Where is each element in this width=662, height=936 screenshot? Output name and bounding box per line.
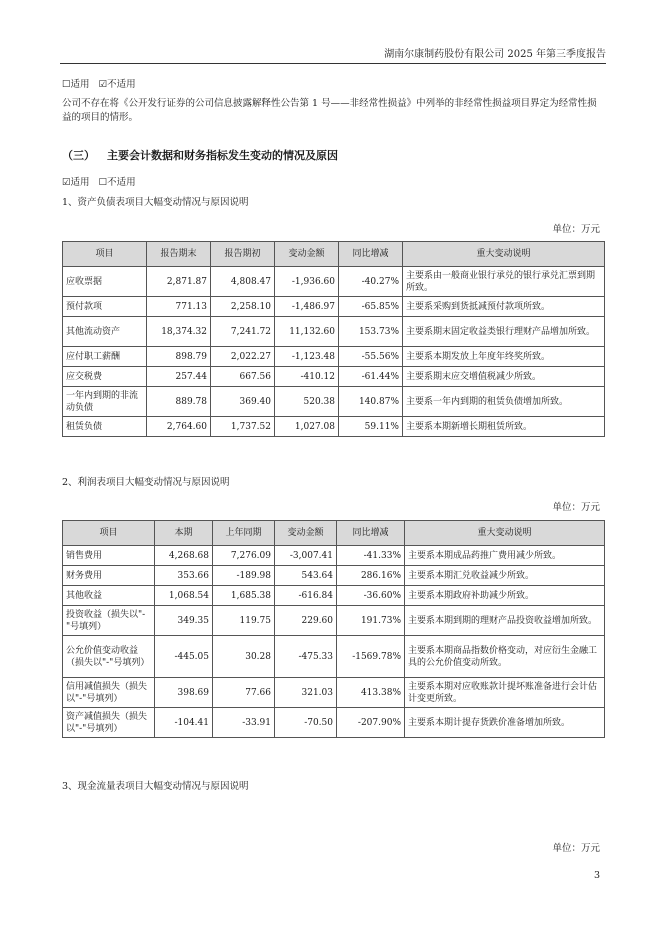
value-cell: 1,027.08 bbox=[275, 417, 339, 437]
section-number: （三） bbox=[62, 149, 95, 162]
nonrecurring-applicability bbox=[62, 78, 136, 92]
value-cell: 191.73% bbox=[337, 606, 405, 636]
value-cell: -36.60% bbox=[337, 586, 405, 606]
value-cell: 4,808.47 bbox=[211, 267, 275, 297]
value-cell: 898.79 bbox=[147, 347, 211, 367]
reason-cell: 主要系本期对应收账款计提坏账准备进行会计估计变更所致。 bbox=[405, 678, 605, 708]
column-header: 本期 bbox=[155, 521, 213, 546]
nonrecurring-note: 公司不存在将《公开发行证券的公司信息披露解释性公告第 1 号——非经常性损益》中列举的非经常性损益项目界定为经常性损益的项目的情形。 bbox=[62, 98, 597, 123]
value-cell: 543.64 bbox=[275, 566, 337, 586]
value-cell: -65.85% bbox=[339, 297, 403, 317]
value-cell: 257.44 bbox=[147, 367, 211, 387]
row-item-cell: 应交税费 bbox=[63, 367, 147, 387]
balance-sheet-unit: 单位：万元 bbox=[552, 224, 600, 235]
income-statement-unit: 单位：万元 bbox=[552, 502, 600, 513]
value-cell: -41.33% bbox=[337, 546, 405, 566]
value-cell: 119.75 bbox=[213, 606, 275, 636]
value-cell: 153.73% bbox=[339, 317, 403, 347]
value-cell: 889.78 bbox=[147, 387, 211, 417]
column-header: 同比增减 bbox=[339, 242, 403, 267]
value-cell: 1,685.38 bbox=[213, 586, 275, 606]
value-cell: -33.91 bbox=[213, 708, 275, 738]
column-header: 项目 bbox=[63, 242, 147, 267]
value-cell: -70.50 bbox=[275, 708, 337, 738]
page-number: 3 bbox=[593, 870, 600, 881]
checkbox-applicable[interactable]: ☐适用 bbox=[62, 79, 90, 90]
value-cell: 667.56 bbox=[211, 367, 275, 387]
table-row bbox=[63, 546, 605, 566]
value-cell: -475.33 bbox=[275, 636, 337, 678]
table-row bbox=[63, 566, 605, 586]
table-header-row bbox=[63, 242, 605, 267]
reason-cell: 主要系本期计提存货跌价准备增加所致。 bbox=[405, 708, 605, 738]
value-cell: 59.11% bbox=[339, 417, 403, 437]
value-cell: 2,022.27 bbox=[211, 347, 275, 367]
value-cell: 369.40 bbox=[211, 387, 275, 417]
value-cell: 18,374.32 bbox=[147, 317, 211, 347]
balance-sheet-table bbox=[62, 241, 605, 437]
table-row bbox=[63, 267, 605, 297]
row-item-cell: 其他流动资产 bbox=[63, 317, 147, 347]
value-cell: -40.27% bbox=[339, 267, 403, 297]
table-row bbox=[63, 586, 605, 606]
value-cell: 353.66 bbox=[155, 566, 213, 586]
value-cell: 520.38 bbox=[275, 387, 339, 417]
value-cell: 11,132.60 bbox=[275, 317, 339, 347]
value-cell: -61.44% bbox=[339, 367, 403, 387]
reason-cell: 主要系本期新增长期租赁所致。 bbox=[403, 417, 605, 437]
row-item-cell: 销售费用 bbox=[63, 546, 155, 566]
table-row bbox=[63, 606, 605, 636]
table-header-row bbox=[63, 521, 605, 546]
column-header: 变动金额 bbox=[275, 242, 339, 267]
value-cell: 77.66 bbox=[213, 678, 275, 708]
table-row bbox=[63, 297, 605, 317]
value-cell: 2,258.10 bbox=[211, 297, 275, 317]
value-cell: 7,276.09 bbox=[213, 546, 275, 566]
reason-cell: 主要系采购到货抵减预付款项所致。 bbox=[403, 297, 605, 317]
row-item-cell: 投资收益（损失以"-"号填列） bbox=[63, 606, 155, 636]
value-cell: -207.90% bbox=[337, 708, 405, 738]
value-cell: -410.12 bbox=[275, 367, 339, 387]
value-cell: -1,936.60 bbox=[275, 267, 339, 297]
reason-cell: 主要系本期发放上年度年终奖所致。 bbox=[403, 347, 605, 367]
row-item-cell: 信用减值损失（损失以"-"号填列） bbox=[63, 678, 155, 708]
value-cell: -104.41 bbox=[155, 708, 213, 738]
value-cell: 30.28 bbox=[213, 636, 275, 678]
table-row bbox=[63, 317, 605, 347]
table-row bbox=[63, 678, 605, 708]
table-row bbox=[63, 636, 605, 678]
reason-cell: 主要系由一般商业银行承兑的银行承兑汇票到期所致。 bbox=[403, 267, 605, 297]
row-item-cell: 资产减值损失（损失以"-"号填列） bbox=[63, 708, 155, 738]
checkbox-not-applicable-2[interactable]: ☐不适用 bbox=[98, 177, 136, 188]
value-cell: -55.56% bbox=[339, 347, 403, 367]
value-cell: 7,241.72 bbox=[211, 317, 275, 347]
column-header: 报告期初 bbox=[211, 242, 275, 267]
value-cell: 349.35 bbox=[155, 606, 213, 636]
value-cell: 1,737.52 bbox=[211, 417, 275, 437]
row-item-cell: 应付职工薪酬 bbox=[63, 347, 147, 367]
row-item-cell: 应收票据 bbox=[63, 267, 147, 297]
reason-cell: 主要系本期政府补助减少所致。 bbox=[405, 586, 605, 606]
column-header: 重大变动说明 bbox=[405, 521, 605, 546]
column-header: 变动金额 bbox=[275, 521, 337, 546]
column-header: 报告期末 bbox=[147, 242, 211, 267]
value-cell: 398.69 bbox=[155, 678, 213, 708]
value-cell: 229.60 bbox=[275, 606, 337, 636]
reason-cell: 主要系本期成品药推广费用减少所致。 bbox=[405, 546, 605, 566]
section-heading: 主要会计数据和财务指标发生变动的情况及原因 bbox=[107, 149, 338, 162]
value-cell: 2,871.87 bbox=[147, 267, 211, 297]
value-cell: -3,007.41 bbox=[275, 546, 337, 566]
reason-cell: 主要系一年内到期的租赁负债增加所致。 bbox=[403, 387, 605, 417]
reason-cell: 主要系本期汇兑收益减少所致。 bbox=[405, 566, 605, 586]
balance-sheet-caption: 1、资产负债表项目大幅变动情况与原因说明 bbox=[62, 197, 249, 208]
row-item-cell: 其他收益 bbox=[63, 586, 155, 606]
reason-cell: 主要系期末固定收益类银行理财产品增加所致。 bbox=[403, 317, 605, 347]
value-cell: -189.98 bbox=[213, 566, 275, 586]
row-item-cell: 租赁负债 bbox=[63, 417, 147, 437]
table-row bbox=[63, 367, 605, 387]
cash-flow-caption: 3、现金流量表项目大幅变动情况与原因说明 bbox=[62, 781, 249, 792]
section-applicability bbox=[62, 176, 136, 190]
reason-cell: 主要系本期到期的理财产品投资收益增加所致。 bbox=[405, 606, 605, 636]
header-rule bbox=[60, 63, 606, 64]
checkbox-not-applicable[interactable]: ☑不适用 bbox=[98, 79, 136, 90]
value-cell: -1,486.97 bbox=[275, 297, 339, 317]
value-cell: 140.87% bbox=[339, 387, 403, 417]
row-item-cell: 预付款项 bbox=[63, 297, 147, 317]
value-cell: 321.03 bbox=[275, 678, 337, 708]
row-item-cell: 一年内到期的非流动负债 bbox=[63, 387, 147, 417]
section-title bbox=[62, 147, 338, 163]
table-row bbox=[63, 387, 605, 417]
value-cell: 2,764.60 bbox=[147, 417, 211, 437]
table-row bbox=[63, 708, 605, 738]
value-cell: -1569.78% bbox=[337, 636, 405, 678]
row-item-cell: 公允价值变动收益（损失以"-"号填列） bbox=[63, 636, 155, 678]
column-header: 重大变动说明 bbox=[403, 242, 605, 267]
income-statement-table bbox=[62, 520, 605, 738]
reason-cell: 主要系本期商品指数价格变动，对应衍生金融工具的公允价值变动所致。 bbox=[405, 636, 605, 678]
value-cell: -616.84 bbox=[275, 586, 337, 606]
cash-flow-unit: 单位：万元 bbox=[552, 843, 600, 854]
value-cell: 286.16% bbox=[337, 566, 405, 586]
checkbox-applicable-2[interactable]: ☑适用 bbox=[62, 177, 90, 188]
table-row bbox=[63, 417, 605, 437]
value-cell: 1,068.54 bbox=[155, 586, 213, 606]
value-cell: -445.05 bbox=[155, 636, 213, 678]
table-row bbox=[63, 347, 605, 367]
value-cell: 771.13 bbox=[147, 297, 211, 317]
report-header-title: 湖南尔康制药股份有限公司 2025 年第三季度报告 bbox=[384, 49, 606, 60]
value-cell: -1,123.48 bbox=[275, 347, 339, 367]
column-header: 上年同期 bbox=[213, 521, 275, 546]
row-item-cell: 财务费用 bbox=[63, 566, 155, 586]
column-header: 同比增减 bbox=[337, 521, 405, 546]
reason-cell: 主要系期末应交增值税减少所致。 bbox=[403, 367, 605, 387]
value-cell: 4,268.68 bbox=[155, 546, 213, 566]
column-header: 项目 bbox=[63, 521, 155, 546]
income-statement-caption: 2、利润表项目大幅变动情况与原因说明 bbox=[62, 477, 230, 488]
value-cell: 413.38% bbox=[337, 678, 405, 708]
